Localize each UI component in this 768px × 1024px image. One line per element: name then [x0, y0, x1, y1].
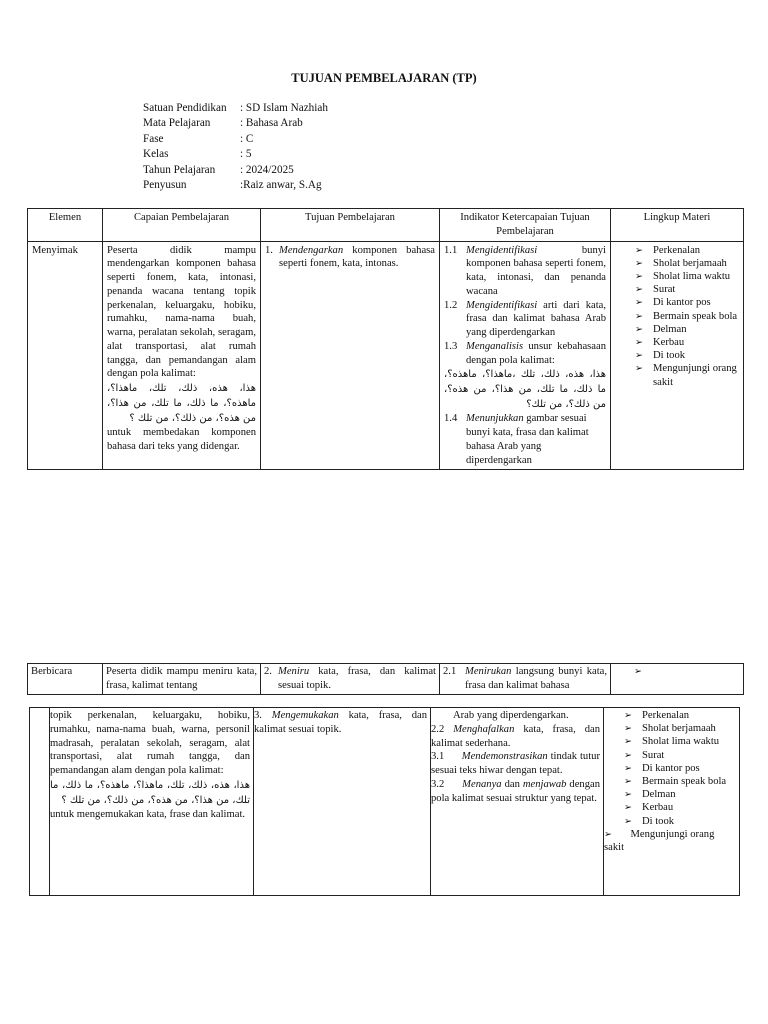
header-lingkup: Lingkup Materi	[611, 209, 744, 242]
lingkup-cell	[604, 708, 740, 896]
header-tujuan: Tujuan Pembelajaran	[261, 209, 440, 242]
indikator-cell	[431, 708, 604, 896]
list-item: ➢ Mengunjungi orang sakit	[635, 362, 739, 388]
tujuan-cell	[261, 664, 440, 695]
arrow-bullet-icon: ➢	[634, 666, 642, 677]
lingkup-cell	[611, 664, 744, 695]
tp-table-menyimak	[27, 208, 744, 470]
indikator-verb: Menganalisis	[466, 340, 524, 352]
capaian-text: topik perkenalan, keluargaku, hobiku, rumahku, nama-nama buah, warna, personil madrasah, peralatan sekolah, seragam, alat transportasi, alat rumah tangga, dan pemandangan alam dengan pola kalimat:	[50, 710, 250, 777]
indikator-item	[431, 723, 600, 751]
meta-value: : Bahasa Arab	[240, 117, 303, 130]
tujuan-verb: Mengemukakan	[271, 710, 339, 721]
meta-value: : 2024/2025	[240, 163, 294, 176]
meta-label: Satuan Pendidikan	[143, 102, 227, 114]
indikator-rest: tindak tutur sesuai teks hiwar dengan tepat.	[431, 751, 600, 777]
indikator-cell	[440, 241, 611, 470]
tujuan-item	[264, 665, 436, 693]
tujuan-rest: kata, frasa, dan kalimat sesuai topik.	[278, 666, 436, 691]
meta-label: Mata Pelajaran	[143, 117, 211, 130]
indikator-rest: kata, frasa, dan kalimat sederhana.	[431, 723, 600, 749]
tujuan-rest: komponen bahasa seperti fonem, kata, intonas.	[279, 244, 435, 270]
list-item: ➢ Kerbau	[635, 336, 739, 349]
indikator-number: 2.1	[443, 666, 457, 677]
indikator-verb: Menanya	[462, 778, 502, 790]
indikator-verb: Menirukan	[465, 666, 512, 677]
header-elemen: Elemen	[28, 209, 103, 242]
indikator-rest: bunyi komponen bahasa seperti fonem, kata, intonasi, dan penanda wacana	[466, 244, 606, 297]
table-row	[28, 664, 744, 695]
tujuan-cell	[254, 708, 431, 896]
indikator-rest: langsung bunyi kata, frasa dan kalimat bahasa	[465, 666, 607, 691]
meta-label: Penyusun	[143, 179, 187, 192]
tujuan-number: 1.	[265, 244, 273, 256]
indikator-item	[444, 412, 606, 467]
indikator-item	[443, 665, 607, 693]
tujuan-item	[265, 244, 435, 272]
tp-table-continuation	[29, 707, 740, 896]
list-item: ➢ Kerbau	[624, 801, 736, 814]
indikator-verb: Menghafalkan	[453, 723, 515, 735]
capaian-end: untuk mengemukakan kata, frase dan kalimat.	[50, 808, 246, 820]
lingkup-list	[604, 709, 736, 828]
indikator-number: 1.1	[444, 244, 458, 256]
list-item: ➢ Sholat lima waktu	[635, 270, 739, 283]
indikator-arabic: هذا، هذه، ذلك، تلك ،ماهذا؟، ماهذه؟، ما ذلك، ما تلك، من هذا؟، من هذه؟، من ذلك؟، من تلك؟	[444, 369, 606, 411]
tujuan-verb: Mendengarkan	[279, 244, 344, 256]
list-item: ➢ Di kantor pos	[624, 762, 736, 775]
table-row	[28, 241, 744, 470]
identity-block	[143, 101, 328, 193]
capaian-cell	[103, 241, 261, 470]
indikator-number: 1.4	[444, 413, 458, 425]
meta-value: : SD Islam Nazhiah	[240, 102, 328, 114]
indikator-number: 1.3	[444, 340, 458, 352]
indikator-text	[466, 244, 606, 299]
meta-value: : C	[240, 132, 254, 145]
indikator-text	[466, 299, 606, 340]
indikator-number: 1.2	[444, 299, 458, 311]
list-item: ➢ Sholat berjamaah	[635, 257, 739, 270]
capaian-cell: Peserta didik mampu meniru kata, frasa, kalimat tentang	[103, 664, 261, 695]
list-item: ➢ Perkenalan	[624, 709, 736, 722]
lingkup-last-item	[604, 828, 736, 854]
elemen-cell: Menyimak	[28, 241, 103, 470]
tujuan-cell	[261, 241, 440, 470]
list-item: ➢ Di took	[624, 815, 736, 828]
tujuan-text	[279, 244, 435, 272]
list-item: ➢ Surat	[635, 283, 739, 296]
indikator-number: 3.2	[431, 778, 445, 790]
indikator-number: 2.2	[431, 723, 445, 735]
lingkup-last-text: Mengunjungi orang sakit	[604, 828, 715, 854]
elemen-cell	[30, 708, 50, 896]
meta-label: Kelas	[143, 148, 169, 161]
indikator-text	[466, 340, 606, 368]
indikator-verb: menjawab	[522, 778, 567, 790]
tujuan-rest: kata, frasa, dan kalimat sesuai topik.	[254, 710, 428, 735]
indikator-verb: Mengidentifikasi	[466, 299, 538, 311]
tp-table-berbicara	[27, 663, 744, 695]
indikator-item	[431, 778, 600, 806]
indikator-item	[444, 244, 606, 299]
tujuan-text	[254, 709, 427, 737]
list-item: ➢ Bermain speak bola	[635, 310, 739, 323]
list-item: ➢ Bermain speak bola	[624, 775, 736, 788]
indikator-item	[431, 750, 600, 778]
indikator-continuation: Arab yang diperdengarkan.	[453, 710, 569, 721]
capaian-arabic: هذا، هذه، ذلك، تلك، ماهذا؟، ماهذه؟، ما ذلك، ما تلك، من هذا؟، من هذه؟، من ذلك؟، من تلك ؟	[50, 779, 250, 806]
list-item: ➢ Sholat berjamaah	[624, 722, 736, 735]
indikator-rest: arti dari kata, frasa dan kalimat bahasa Arab yang diperdengarkan	[466, 299, 606, 339]
lingkup-cell	[611, 241, 744, 470]
arrow-bullet-icon: ➢	[604, 828, 612, 840]
meta-row-kelas	[143, 147, 328, 162]
capaian-end: untuk membedakan komponen bahasa dari teks yang didengar.	[107, 427, 256, 452]
indikator-rest: gambar sesuai bunyi kata, frasa dan kalimat bahasa Arab yang diperdengarkan	[466, 413, 589, 466]
list-item: ➢ Di kantor pos	[635, 296, 739, 309]
elemen-cell: Berbicara	[28, 664, 103, 695]
list-item: ➢ Di took	[635, 349, 739, 362]
table-header-row	[28, 209, 744, 242]
meta-label: Fase	[143, 132, 164, 145]
header-indikator: Indikator Ketercapaian Tujuan Pembelajaran	[440, 209, 611, 242]
capaian-text: Peserta didik mampu mendengarkan komponen bahasa seperti fonem, kata, intonasi, penanda wacana tentang topik perkenalan, keluargaku, hobiku, rumahku, nama-nama buah, warna, peralatan sekolah, seragam, alat transportasi, alat rumah tangga, dan pemandangan alam dengan pola kalimat:	[107, 244, 256, 380]
indikator-verb: Mengidentifikasi	[466, 244, 538, 256]
meta-row-fase	[143, 132, 328, 147]
indikator-mid: dan	[501, 778, 523, 790]
list-item: ➢ Surat	[624, 749, 736, 762]
meta-label: Tahun Pelajaran	[143, 163, 216, 176]
tujuan-number: 2.	[264, 666, 272, 677]
document-title: TUJUAN PEMBELAJARAN (TP)	[291, 71, 477, 85]
list-item: ➢ Perkenalan	[635, 244, 739, 257]
indikator-item	[444, 340, 606, 368]
indikator-item	[444, 299, 606, 340]
meta-row-mapel	[143, 116, 328, 131]
list-item: ➢ Delman	[635, 323, 739, 336]
indikator-cell	[440, 664, 611, 695]
meta-row-satuan	[143, 101, 328, 116]
capaian-arabic: هذا، هذه، ذلك، تلك، ماهذا؟، ماهذه؟، ما ذلك، ما تلك، من هذا؟، من هذه؟، من ذلك؟، من تلك ؟	[107, 383, 256, 425]
capaian-cell	[50, 708, 254, 896]
indikator-text	[466, 412, 606, 467]
table-row	[30, 708, 740, 896]
meta-row-penyusun	[143, 178, 328, 193]
tujuan-number: 3.	[254, 710, 262, 721]
list-item: ➢ Delman	[624, 788, 736, 801]
indikator-verb: Mendemonstrasikan	[461, 751, 548, 763]
tujuan-text	[278, 665, 436, 693]
lingkup-list	[615, 244, 739, 389]
meta-value: : 5	[240, 148, 252, 161]
indikator-number: 3.1	[431, 751, 445, 763]
tujuan-verb: Meniru	[278, 666, 310, 677]
indikator-text	[465, 665, 607, 693]
header-capaian: Capaian Pembelajaran	[103, 209, 261, 242]
meta-row-tahun	[143, 163, 328, 178]
indikator-rest: dengan pola kalimat sesuai struktur yang tepat.	[431, 778, 601, 804]
meta-value: :Raiz anwar, S.Ag	[240, 179, 322, 192]
list-item: ➢ Sholat lima waktu	[624, 735, 736, 748]
indikator-rest: unsur kebahasaan dengan pola kalimat:	[466, 340, 606, 366]
indikator-verb: Menunjukkan	[466, 413, 524, 425]
